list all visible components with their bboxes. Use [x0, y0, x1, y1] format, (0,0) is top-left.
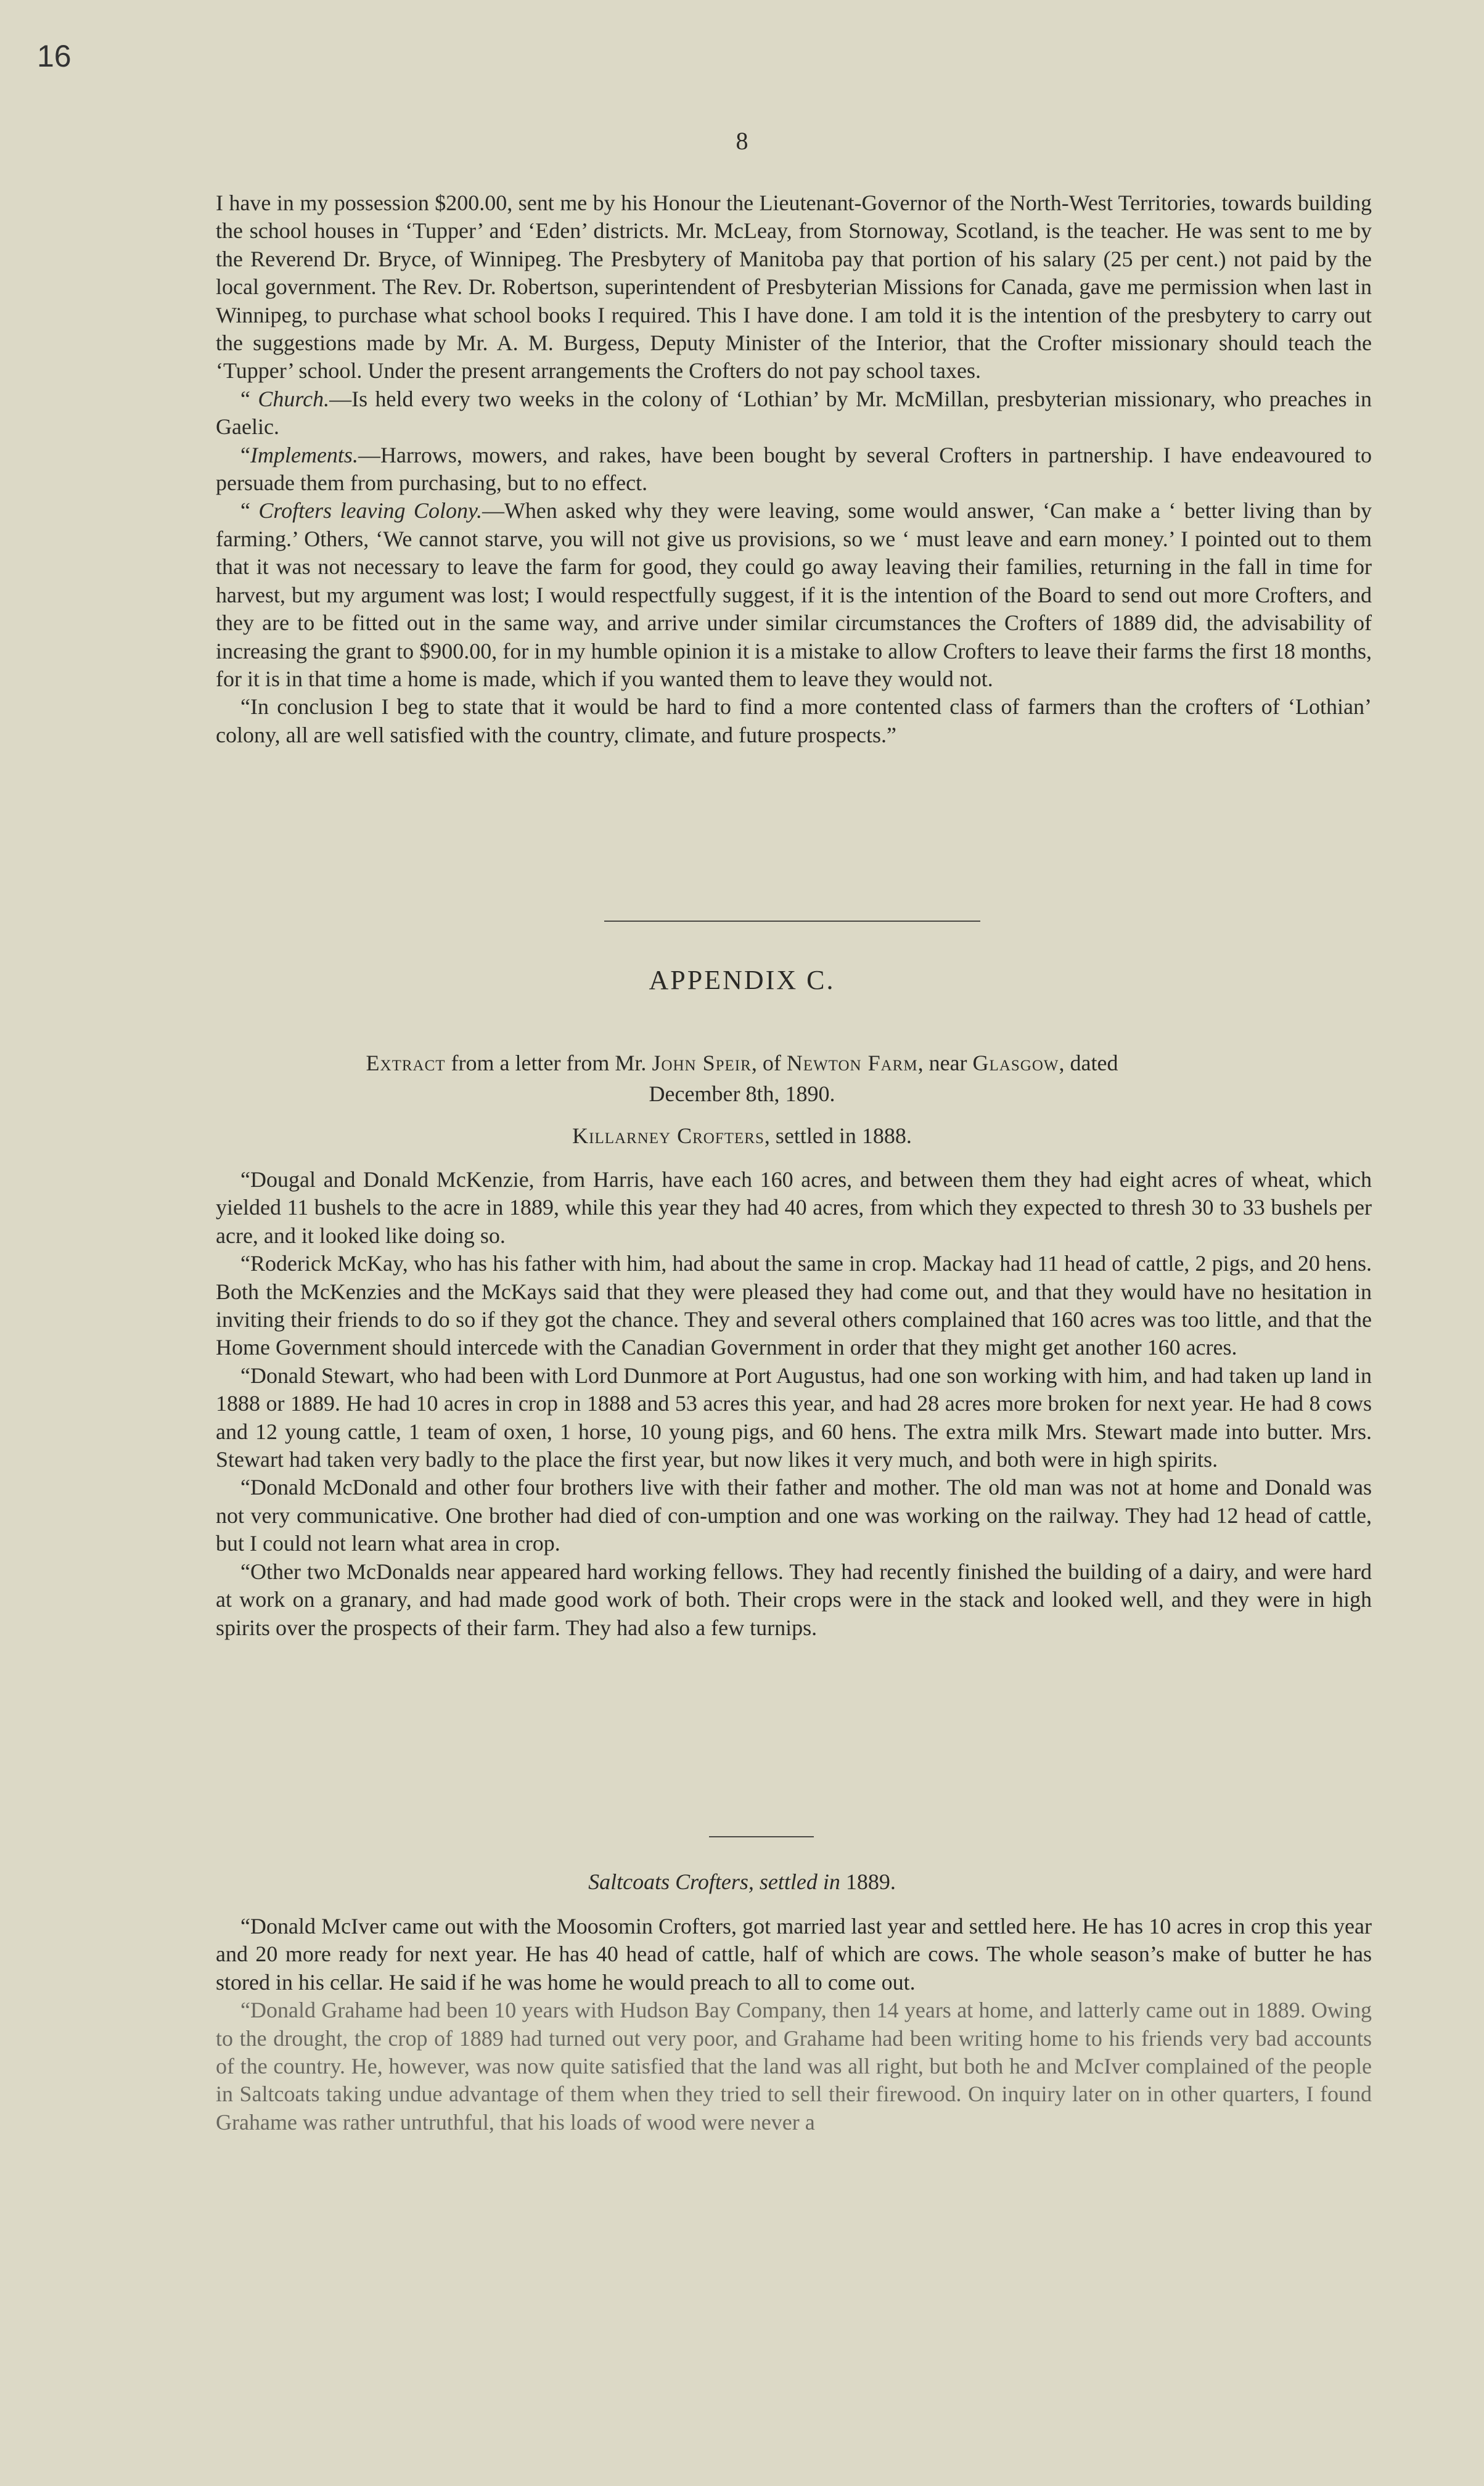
appendix-title: APPENDIX C. [649, 965, 835, 995]
saltcoats-heading [0, 1868, 1484, 1896]
church-heading: Church. [258, 386, 330, 411]
saltcoats-section [216, 1913, 1372, 2136]
crofters-leaving-heading: Crofters leaving Colony. [258, 498, 482, 523]
implements-paragraph [216, 441, 1372, 498]
conclusion-paragraph: “In conclusion I beg to state that it would be hard to find a more contented class of farmers than the crofters of ‘Lothian’ colony, all are well satisfied with the country, climate, and future prospects.” [216, 694, 1372, 747]
saltcoats-heading-year: 1889. [840, 1869, 896, 1894]
extract-word: Extract [366, 1051, 446, 1075]
mckay-paragraph: “Roderick McKay, who has his father with him, had about the same in crop. Mackay had 11 head of cattle, 2 pigs, and 20 hens. Both the McKenzies and the McKays said that they were pleased they had come out, and that they would have no hesitation in inviting their friends to do so if they got the chance. They and several others complained that 160 acres was too little, and that the Home Government should intercede with the Canadian Government in order that they might get another 160 acres. [216, 1251, 1372, 1360]
killarney-heading [0, 1122, 1484, 1150]
extract-text: , dated [1059, 1051, 1118, 1075]
mciver-paragraph: “Donald McIver came out with the Moosomin Crofters, got married last year and settled here. He has 10 acres in crop this year and 20 more ready for next year. He has 40 head of cattle, half of which are cows. The whole season’s make of butter he has stored in his cellar. He said if he was home he would preach to all to come out. [216, 1914, 1372, 1995]
extract-line [0, 1049, 1484, 1077]
intro-section [216, 189, 1372, 749]
other-mcdonalds-paragraph: “Other two McDonalds near appeared hard working fellows. They had recently finished the building of a dairy, and were hard at work on a granary, and had made good work of both. Their crops were in the stack and looked well, and they were in high spirits over the prospects of their farm. They had also a few turnips. [216, 1559, 1372, 1640]
farm-name: Newton Farm [786, 1051, 918, 1075]
mckenzie-paragraph: “Dougal and Donald McKenzie, from Harris, have each 160 acres, and between them they had eight acres of wheat, which yielded 11 bushels to the acre in 1889, while this year they had 40 acres, from which they expected to thresh 30 to 33 bushels per acre, and it looked like doing so. [216, 1167, 1372, 1248]
grahame-paragraph: “Donald Grahame had been 10 years with Hudson Bay Company, then 14 years at home, and latterly came out in 1889. Owing to the drought, the crop of 1889 had turned out very poor, and Grahame had been writing home to his friends very bad accounts of the country. He, however, was now quite satisfied that the land was all right, but both he and McIver complained of the people in Saltcoats taking undue advantage of them when they tried to sell their firewood. On inquiry later on in other quarters, I found Grahame was rather untruthful, that his loads of wood were never a [216, 1998, 1372, 2135]
killarney-heading-tail: , settled in 1888. [764, 1123, 912, 1148]
mcdonald-paragraph: “Donald McDonald and other four brothers live with their father and mother. The old man was not at home and Donald was not very communicative. One brother had died of con-umption and one was working on the railway. They had 12 head of cattle, but I could not learn what area in crop. [216, 1475, 1372, 1556]
implements-heading: Implements. [250, 442, 358, 467]
saltcoats-heading-title: Saltcoats Crofters, settled in [588, 1869, 840, 1894]
short-divider [709, 1836, 814, 1837]
killarney-heading-title: Killarney Crofters [572, 1123, 765, 1148]
extract-text: , near [917, 1051, 973, 1075]
extract-date: December 8th, 1890. [649, 1081, 835, 1106]
section-divider [604, 921, 980, 922]
stewart-paragraph: “Donald Stewart, who had been with Lord Dunmore at Port Augustus, had one son working with him, and had taken up land in 1888 or 1889. He had 10 acres in crop in 1888 and 53 acres this year, and had 28 acres more broken for next year. He had 8 cows and 12 young cattle, 1 team of oxen, 1 horse, 10 young pigs, and 60 hens. The extra milk Mrs. Stewart made into butter. Mrs. Stewart had taken very badly to the place the first year, but now likes it very much, and both were in high spirits. [216, 1363, 1372, 1472]
killarney-section [216, 1166, 1372, 1642]
implements-text: —Harrows, mowers, and rakes, have been bought by several Crofters in partnership. I have endeavoured to persuade them from purchasing, but to no effect. [216, 442, 1372, 496]
page-corner-number: 16 [37, 39, 72, 73]
place-name: Glasgow [972, 1051, 1059, 1075]
extract-text: , of [751, 1051, 787, 1075]
author-name: John Speir [652, 1051, 752, 1075]
quote-mark: “ [240, 498, 250, 523]
crofters-leaving-paragraph [216, 497, 1372, 693]
church-text: —Is held every two weeks in the colony of ‘Lothian’ by Mr. McMillan, presbyterian missionary, who preaches in Gaelic. [216, 386, 1372, 440]
printed-page-number: 8 [736, 127, 748, 155]
extract-text: from a letter from Mr. [445, 1051, 652, 1075]
crofters-leaving-text: —When asked why they were leaving, some would answer, ‘Can make a ‘ better living than by farming.’ Others, ‘We cannot starve, you will not give us provisions, so we ‘ must leave and earn money.’ I pointed out to them that it was not necessary to leave the farm for good, they could go away leaving their families, returning in the fall in time for harvest, but my argument was lost; I would respectfully suggest, if it is the intention of the Board to send out more Crofters, and they are to be fitted out in the same way, and arrive under similar circumstances the Crofters of 1889 did, the advisability of increasing the grant to $900.00, for in my humble opinion it is a mistake to allow Crofters to leave their farms the first 18 months, for it is in that time a home is made, which if you wanted them to leave they would not. [216, 498, 1372, 691]
quote-mark: “ [240, 386, 250, 411]
quote-mark: “ [240, 442, 250, 467]
church-paragraph [216, 385, 1372, 441]
intro-paragraph-1: I have in my possession $200.00, sent me by his Honour the Lieutenant-Governor of the North-West Territories, towards building the school houses in ‘Tupper’ and ‘Eden’ districts. Mr. McLeay, from Stornoway, Scotland, is the teacher. He was sent to me by the Reverend Dr. Bryce, of Winnipeg. The Presbytery of Manitoba pay that portion of his salary (25 per cent.) not paid by the local government. The Rev. Dr. Robertson, superintendent of Presbyterian Missions for Canada, gave me permission when last in Winnipeg, to purchase what school books I required. This I have done. I am told it is the intention of the presbytery to carry out the suggestions made by Mr. A. M. Burgess, Deputy Minister of the Interior, that the Crofter missionary should teach the ‘Tupper’ school. Under the present arrangements the Crofters do not pay school taxes. [216, 191, 1372, 384]
